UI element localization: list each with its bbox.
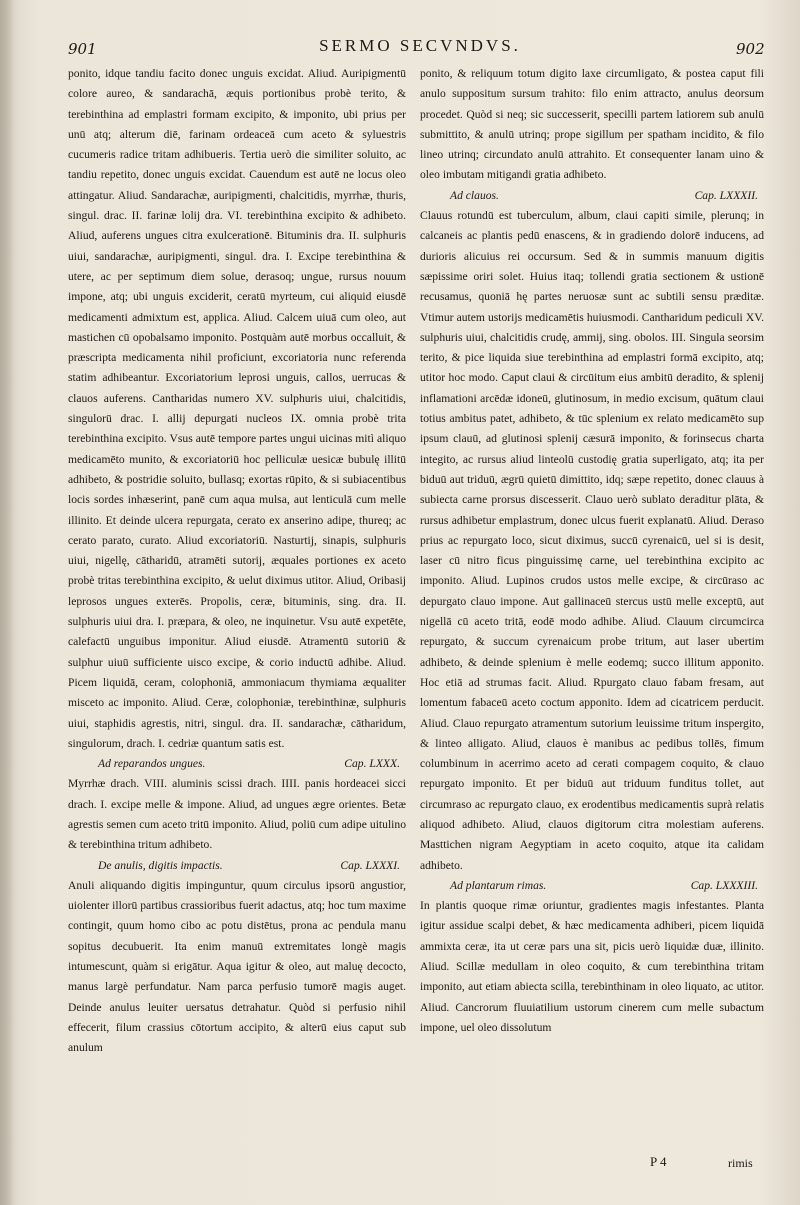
left-paragraph-3: Anuli aliquando digitis impinguntur, quum circulus ipsorū angustior, uiolenter illorū partibus crassioribus fuerit adactus, atq; hoc tum maxime contingit, quum homo cibo ac potu distētus, prona ac pendula manu sopitus decubuerit. Ita enim manuū extremitates longè magis intumescunt, quàm si erigātur. Aqua igitur & oleo, aut maluę decocto, manus largè perfundatur. Nam parca perfusio tumorē magis auget. Deinde anulus leuiter uersatus detrahatur. Quòd si perfusio nihil effecerit, filum crassius cōtortum accipito, & alterū eius caput sub anulum xyxy=(68,878,406,1055)
right-column xyxy=(420,64,764,1184)
catchword: rimis xyxy=(728,1156,753,1170)
left-column xyxy=(68,64,406,1184)
folio-right: 902 xyxy=(736,40,765,58)
chapter-number: Cap. LXXXIII. xyxy=(690,878,758,892)
chapter-title: Ad clauos. xyxy=(450,188,499,202)
gutter-shadow xyxy=(0,0,14,1205)
right-paragraph-3: In plantis quoque rimæ oriuntur, gradientes magis infestantes. Planta igitur assidue scalpi debet, & hæc medicamenta adhiberi, picem liquidā ammixta ceræ, ita ut ceræ pars una sit, picis uerò liquidæ duæ, illinito. Aliud. Scillæ medullam in oleo coquito, & cum terebinthina tritam imponito, aut etiam abiecta scilla, terebinthinam in oleo liquato, ac utitor. Aliud. Cancrorum fluuiatilium ustorum cinerem cum melle subactum impone, uel oleo dissolutum xyxy=(420,899,764,1034)
chapter-number: Cap. LXXX. xyxy=(344,757,400,771)
right-paragraph-1: ponito, & reliquum totum digito laxe circumligato, & postea caput fili anulo suppositum sursum trahito: filo enim attracto, anulus deorsum procedet. Quòd si neq; sic successerit, specilli partem latiorem sub anulū submittito, & anulū utrinq; prope sigillum per spatham incidito, & filo lineo utrinq; circundato anulū attrahito. Et consequenter lanam uino & oleo imbutam mitigandi gratia adhibeto. xyxy=(420,67,764,182)
running-head xyxy=(0,36,800,62)
folio-left: 901 xyxy=(68,40,97,58)
running-title: SERMO SECVNDVS. xyxy=(319,36,521,55)
page-footer xyxy=(650,1154,770,1174)
signature-mark: P 4 xyxy=(650,1154,667,1169)
right-paragraph-2: Clauus rotundū est tuberculum, album, claui capiti simile, plerunq; in calcaneis ac plantis pedū enascens, & in gradiendo dolorē inducens, ad durioris alicuius rei occursum. Sed & in summis manuum digitis sæpissime oriri solet. Huius itaq; tollendi gratia sectionem & ustionē recusamus, quoniā hę partes neruosæ sunt ac subtili sensu præditæ. Vtimur autem ustorijs medicamētis huiusmodi. Cantharidum pediculi XV. sulphuris uiui, chalcitidis crudę, ammij, sing. obolos. III. Singula seorsim terito, & pice liquida siue terebinthina ad emplastri formā excipito, atq; utitor hoc modo. Caput claui & circūitum eius ambitū deradito, & splenij inflamationi arcēdæ idoneū, glutinosum, in medio excisum, quātum claui totius ambitus patet, adhibeto, & tūc splenium ex relato medicamēto sup ipsum clauū, ad glutinosi splenij cæsurā imponito, & forinsecus charta integito, ac rursus aliud linteolū custodię gratia superligato, atq; ita per biduū aut triduū, ægrū quietū dimittito, idq; sæpe repetito, donec clauus à subiecta carne prorsus discesserit. Clauo uerò sublato deraditur plāta, & rursus adhibetur emplastrum, donec ulcus fuerit explanatū. Aliud. Deraso prius ac repurgato loco, sicut diximus, succū cyrenaicū, uel si is desit, laser cū nitro ficus pinguissimę carne, uel terebinthina excipito ac imponito. Aliud. Lupinos crudos ustos melle excipe, & circūraso ac depurgato clauo impone. Aut gallinaceū stercus ustū melle exceptū, aut nigellā cū aceto tritā, eodē modo adhibe. Aliud. Clauum circumcirca repurgato, & succum cyrenaicum probe tritum, aut laser ubertim adhibeto, & deinde splenium è melle eodemq; succo illitum apponito. Hoc etiā ad strumas facit. Aliud. Rpurgato clauo fabam fresam, aut lomentum fabaceū aceto coctum apponito. Idem ad cicatricem perducit. Aliud. Clauo repurgato atramentum sutorium leuissime tritum inspergito, & linteo alligato. Aliud, clauos è manibus ac pedibus tollēs, fimum columbinum in acerrimo aceto ad cerati compagem coquito, & clauo repurgato imponito. Et per biduū aut triduum funditus tollet, aut circumraso ac repurgato clauo, ex erodentibus medicamentis suprà relatis aliquod adhibeto. Aliud, clauos digitorum citra molestiam auferens. Masttichen nigram Aegyptiam in aceto coquito, atque ita calidam adhibeto. xyxy=(420,209,764,872)
left-paragraph-2: Myrrhæ drach. VIII. aluminis scissi drach. IIII. panis hordeacei sicci drach. I. excipe melle & impone. Aliud, ad ungues ægre orientes. Betæ agrestis semen cum aceto tritū imponito. Aliud, poliū cum adipe uitulino & terebinthina tritum adhibeto. xyxy=(68,777,406,852)
left-paragraph-1: ponito, idque tandiu facito donec unguis excidat. Aliud. Auripigmentū colore aureo, & sandarachā, æquis portionibus probè terito, & terebinthina ad emplastri formam excipito, & imponito, ubi prius per unū atq; alterum diē, farinam ordeaceā cum aceto & syluestris cucumeris radice tritam adhibueris. Tertia uerò die similiter soluito, ac tandiu repetito, donec unguis excidat. Cauendum est autē ne locus oleo attingatur. Aliud. Sandarachæ, auripigmenti, chalcitidis, myrrhæ, thuris, singul. drac. II. farinæ lolij dra. VI. terebinthina excipito & adhibeto. Aliud, auferens ungues citra exulcerationē. Bituminis dra. II. sulphuris uiui, sandarachæ, auripigmenti, singul. dra. I. Excipe terebinthina & utere, ac per septimum diem solue, derasoq; ungue, rursus nouum impone, atq; ubi unguis exciderit, ceratū myrteum, cui aliquid eiusdē medicamenti admixtum est, applica. Aliud. Calcem uiuā cum oleo, aut mastichen cū opobalsamo imponito. Postquàm autē morbus occalluit, & præscripta medicamenta nihil proficiunt, excoriatoria nunc referenda statim adhibeantur. Excoriatorium leprosi unguis, callos, uerrucas & clauos auferens. Cantharidas numero XV. sulphuris uiui, chalcitidis, singulorū drac. I. allij depurgati nucleos IX. omnia probè trita terebinthina excipito. Vsus autē tempore partes ungui uicinas mitì aliquo medicamēto munito, & excoriatoriū hoc pelliculæ uesicæ bubulę illitū adhibeto, & postridie soluito, bullasq; exortas rūpito, & si subiacentibus locis sordes inhæserint, panē cum aqua mulsa, aut lenticulā cum melle illinito. Et deinde ulcera repurgata, cerato ex anserino adipe, thureq; ac cerato parato, curato. Aliud excoriatoriū. Nasturtij, sinapis, sulphuris uiui, nigellę, cātharidū, atramēti sutorij, æquales portiones ex aceto probè tritas terebinthina excipito, & uelut diximus utitor. Aliud, Oribasij leprosos ungues exterēs. Propolis, ceræ, bituminis, sing. dra. II. sulphuris uiui dra. I. præpara, & oleo, ne inquinetur. Vsu autē expetēte, calefactū unguibus imponitur. Aliud eiusdē. Atramentū sutoriū & sulphur uiuū sufficiente uisco excipe, & corio inductū adhibe. Aliud. Picem liquidā, ceram, colophoniā, ammoniacum thymiama æqualiter misceto ac imponito. Aliud. Ceræ, colophoniæ, terebinthinæ, sulphuris uiui, staphidis agrestis, nitri, singul. dra. II. sandarachæ, cātharidum, singulorum, drach. I. cedriæ quantum satis est. xyxy=(68,67,406,750)
chapter-heading-81 xyxy=(68,856,406,876)
chapter-heading-82 xyxy=(420,186,764,206)
chapter-heading-80 xyxy=(68,754,406,774)
chapter-title: Ad plantarum rimas. xyxy=(450,878,547,892)
chapter-heading-83 xyxy=(420,876,764,896)
chapter-title: Ad reparandos ungues. xyxy=(98,757,206,771)
chapter-number: Cap. LXXXI. xyxy=(340,858,400,872)
chapter-title: De anulis, digitis impactis. xyxy=(98,858,223,872)
chapter-number: Cap. LXXXII. xyxy=(694,188,758,202)
